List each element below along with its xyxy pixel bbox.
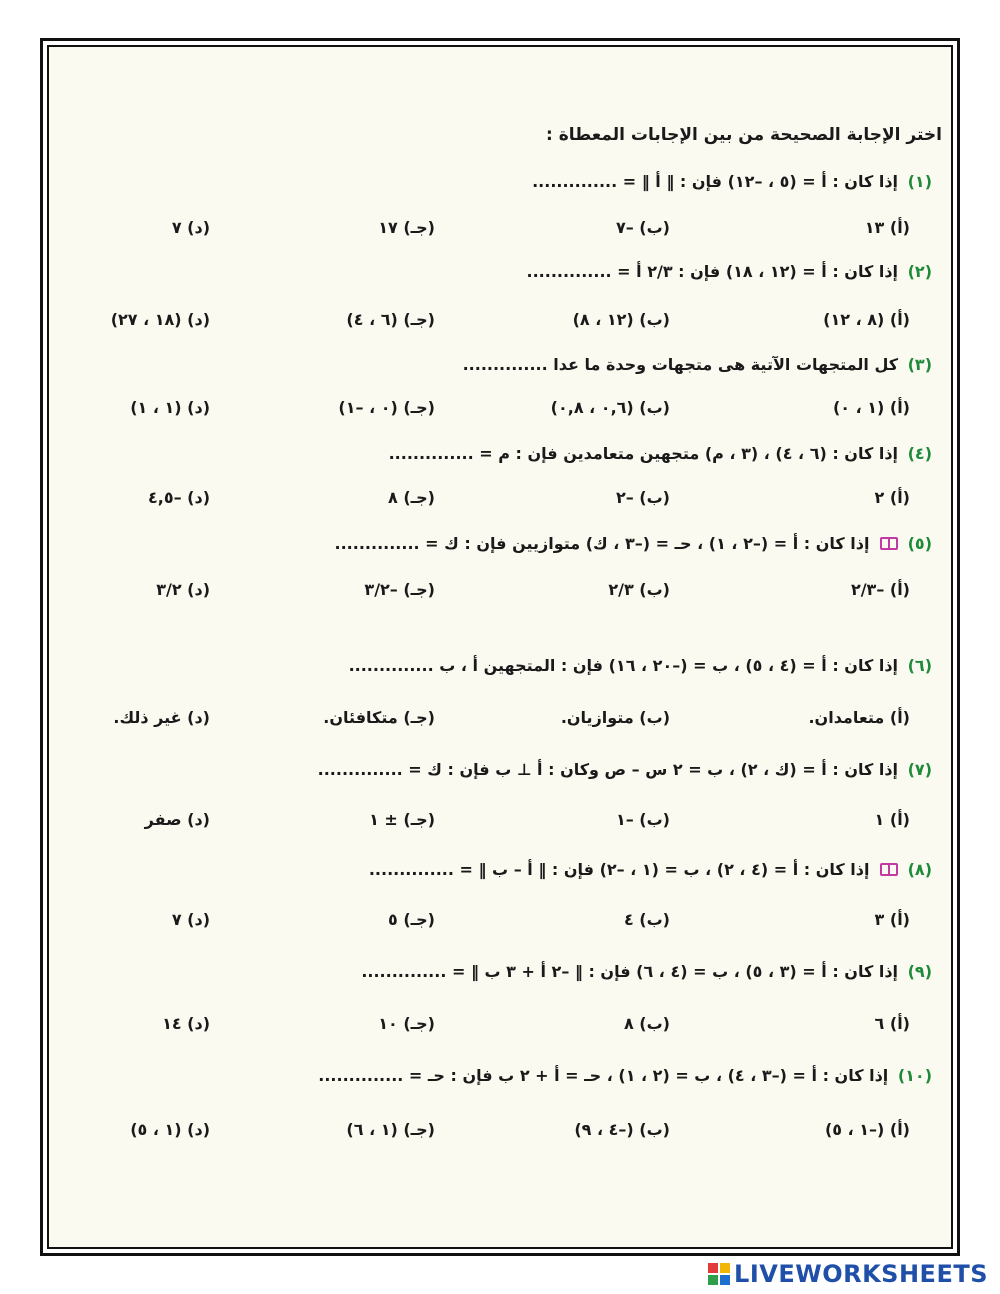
option-d[interactable]: (د) ٣/٢ xyxy=(156,580,210,599)
options-3 xyxy=(60,398,910,424)
question-text: إذا كان : أ = (٥ ، –١٢) فإن : ‖ أ ‖ = .............. xyxy=(532,172,899,191)
options-7 xyxy=(60,810,910,836)
question-4 xyxy=(389,444,932,463)
option-d[interactable]: (د) صفر xyxy=(144,810,210,829)
options-9 xyxy=(60,1014,910,1040)
option-d[interactable]: (د) (١ ، ١) xyxy=(130,398,210,417)
question-text: إذا كان : أ = (٤ ، ٥) ، ب = (–٢٠ ، ١٦) فإن : المتجهين أ ، ب .............. xyxy=(348,656,899,675)
question-6 xyxy=(349,656,932,675)
options-10 xyxy=(60,1120,910,1146)
option-c[interactable]: (جـ) متكافئان. xyxy=(323,708,435,727)
question-text: كل المتجهات الآتية هى متجهات وحدة ما عدا .............. xyxy=(462,355,899,374)
option-c[interactable]: (جـ) ± ١ xyxy=(369,810,435,829)
question-number: (٧) xyxy=(907,760,932,779)
option-b[interactable]: (ب) –٢ xyxy=(615,488,670,507)
book-icon xyxy=(880,537,898,550)
question-5 xyxy=(335,534,932,553)
option-a[interactable]: (أ) ٣ xyxy=(874,910,910,929)
option-a[interactable]: (أ) ٢ xyxy=(874,488,910,507)
option-d[interactable]: (د) (١٨ ، ٢٧) xyxy=(110,310,210,329)
option-b[interactable]: (ب) متوازيان. xyxy=(560,708,670,727)
question-number: (٣) xyxy=(907,355,932,374)
question-10 xyxy=(318,1066,932,1085)
option-b[interactable]: (ب) (٠,٦ ، ٠,٨) xyxy=(550,398,670,417)
option-c[interactable]: (جـ) –٣/٢ xyxy=(364,580,435,599)
question-number: (٥) xyxy=(907,534,932,553)
option-b[interactable]: (ب) –١ xyxy=(615,810,670,829)
option-c[interactable]: (جـ) ٨ xyxy=(388,488,435,507)
option-b[interactable]: (ب) (–٤ ، ٩) xyxy=(574,1120,670,1139)
options-2 xyxy=(60,310,910,336)
option-c[interactable]: (جـ) (٦ ، ٤) xyxy=(346,310,435,329)
option-c[interactable]: (جـ) (١ ، ٦) xyxy=(346,1120,435,1139)
options-4 xyxy=(60,488,910,514)
question-text: إذا كان : أ = (٣ ، ٥) ، ب = (٤ ، ٦) فإن : ‖ –٢ أ + ٣ ب ‖ = .............. xyxy=(361,962,899,981)
option-c[interactable]: (جـ) ١٧ xyxy=(378,218,435,237)
option-b[interactable]: (ب) ٨ xyxy=(623,1014,670,1033)
question-7 xyxy=(318,760,932,779)
instructions: اختر الإجابة الصحيحة من بين الإجابات المعطاة : xyxy=(546,125,942,145)
option-a[interactable]: (أ) ١٣ xyxy=(864,218,910,237)
question-8 xyxy=(369,860,932,879)
option-c[interactable]: (جـ) ١٠ xyxy=(378,1014,435,1033)
question-number: (٩) xyxy=(907,962,932,981)
option-d[interactable]: (د) ٧ xyxy=(171,910,210,929)
options-8 xyxy=(60,910,910,936)
option-a[interactable]: (أ) ٦ xyxy=(874,1014,910,1033)
option-a[interactable]: (أ) ١ xyxy=(874,810,910,829)
options-5 xyxy=(60,580,910,606)
brand-name: LIVEWORKSHEETS xyxy=(734,1260,988,1288)
option-c[interactable]: (جـ) ٥ xyxy=(388,910,435,929)
option-b[interactable]: (ب) –٧ xyxy=(615,218,670,237)
question-number: (١) xyxy=(907,172,932,191)
question-number: (٨) xyxy=(907,860,932,879)
question-text: إذا كان : أ = (–٣ ، ٤) ، ب = (٢ ، ١) ، حـ = أ + ٢ ب فإن : حـ = .............. xyxy=(318,1066,889,1085)
question-3 xyxy=(463,355,932,374)
option-c[interactable]: (جـ) (٠ ، –١) xyxy=(338,398,435,417)
option-d[interactable]: (د) غير ذلك. xyxy=(113,708,210,727)
option-d[interactable]: (د) ١٤ xyxy=(162,1014,210,1033)
question-2 xyxy=(527,262,933,281)
question-text: إذا كان : (٦ ، ٤) ، (٣ ، م) متجهين متعامدين فإن : م = .............. xyxy=(388,444,899,463)
question-number: (٢) xyxy=(907,262,932,281)
question-text: إذا كان : أ = (–٢ ، ١) ، حـ = (–٣ ، ك) متوازيين فإن : ك = .............. xyxy=(334,534,870,553)
question-1 xyxy=(532,172,932,191)
question-text: إذا كان : أ = (ك ، ٢) ، ب = ٢ س – ص وكان : أ ⊥ ب فإن : ك = .............. xyxy=(317,760,899,779)
question-number: (٤) xyxy=(907,444,932,463)
question-number: (٦) xyxy=(907,656,932,675)
question-number: (١٠) xyxy=(897,1066,932,1085)
option-b[interactable]: (ب) ٢/٣ xyxy=(608,580,670,599)
question-9 xyxy=(361,962,932,981)
book-icon xyxy=(880,863,898,876)
option-a[interactable]: (أ) متعامدان. xyxy=(808,708,910,727)
option-d[interactable]: (د) (١ ، ٥) xyxy=(130,1120,210,1139)
question-text: إذا كان : أ = (١٢ ، ١٨) فإن : ٢/٣ أ = .............. xyxy=(526,262,899,281)
option-a[interactable]: (أ) (١ ، ٠) xyxy=(832,398,910,417)
option-b[interactable]: (ب) ٤ xyxy=(623,910,670,929)
liveworksheets-logo xyxy=(708,1258,988,1290)
options-1 xyxy=(60,218,910,244)
option-a[interactable]: (أ) (–١ ، ٥) xyxy=(824,1120,910,1139)
option-d[interactable]: (د) –٤,٥ xyxy=(147,488,210,507)
option-a[interactable]: (أ) –٢/٣ xyxy=(850,580,910,599)
option-d[interactable]: (د) ٧ xyxy=(171,218,210,237)
question-text: إذا كان : أ = (٤ ، ٢) ، ب = (١ ، –٢) فإن : ‖ أ – ب ‖ = .............. xyxy=(368,860,870,879)
option-a[interactable]: (أ) (٨ ، ١٢) xyxy=(823,310,910,329)
option-b[interactable]: (ب) (١٢ ، ٨) xyxy=(572,310,670,329)
liveworksheets-mark-icon xyxy=(708,1263,730,1285)
options-6 xyxy=(60,708,910,734)
